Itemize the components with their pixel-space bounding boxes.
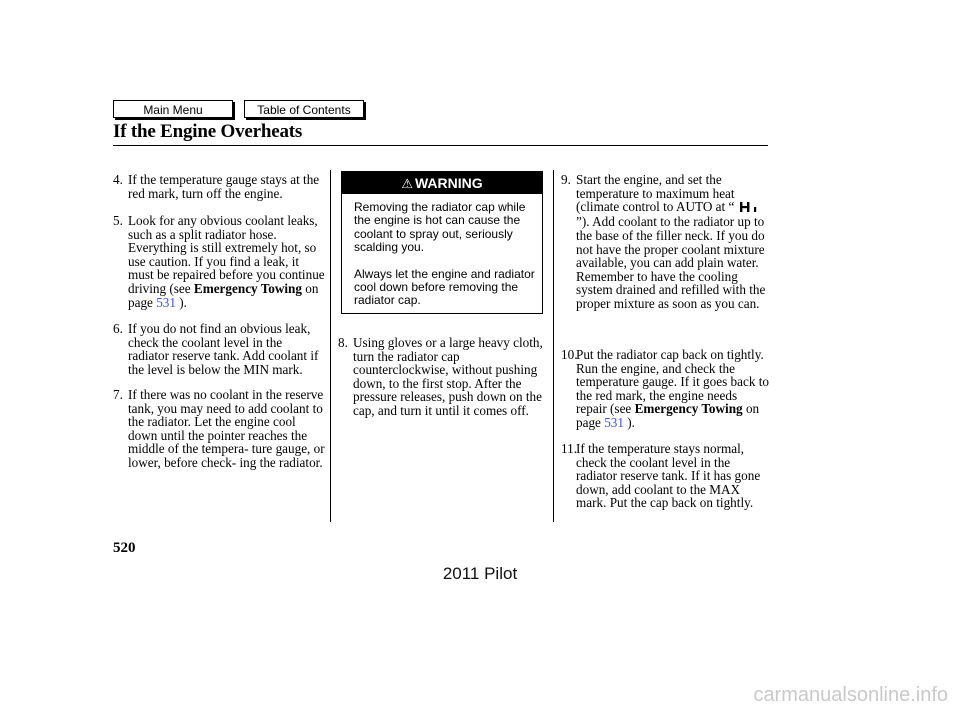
step-number: 5.	[113, 213, 123, 228]
step-text: If you do not find an obvious leak, check the coolant level in the radiator reserve tank. Add coolant if the level is below the MIN mark.	[128, 321, 319, 377]
warning-box	[341, 171, 543, 314]
footer-model: 2011 Pilot	[442, 564, 518, 583]
step-text: If there was no coolant in the reserve tank, you may need to add coolant to the radiator. Let the engine cool down until the pointer reaches the middle of the tempera- ture gauge, or lower, before check- ing the radiator.	[128, 387, 325, 470]
step-number: 6.	[113, 321, 123, 336]
column-divider	[553, 170, 554, 522]
warning-label: WARNING	[414, 175, 483, 191]
step-text: on page	[128, 280, 319, 310]
column-divider	[330, 170, 331, 522]
step-text: Using gloves or a large heavy cloth, turn the radiator cap counterclockwise, without pushing down, to the first stop. After the pressure releases, push down on the cap, and turn it until it comes off.	[353, 335, 543, 418]
step-text: Put the radiator cap back on tightly. Run the engine, and check the temperature gauge. If it goes back to the red mark, the engine needs repair (see	[576, 347, 769, 417]
main-menu-button[interactable]: Main Menu	[113, 100, 233, 118]
step-number: 8.	[338, 335, 348, 350]
step-text: Start the engine, and set the temperature to maximum heat (climate control to AUTO at “	[576, 172, 735, 215]
step-number: 11.	[561, 441, 577, 456]
title-divider	[113, 145, 768, 146]
step-item	[113, 388, 325, 470]
page-link[interactable]: 531	[156, 294, 176, 310]
step-item	[561, 348, 771, 430]
table-of-contents-button[interactable]: Table of Contents	[244, 100, 364, 118]
warning-triangle-icon: ⚠	[401, 176, 413, 191]
page-number: 520	[113, 540, 136, 556]
step-number: 9.	[561, 172, 571, 187]
warning-text: Always let the engine and radiator cool down before removing the radiator cap.	[354, 266, 535, 308]
step-item	[338, 336, 548, 418]
emergency-towing-ref: Emergency Towing	[193, 280, 302, 296]
step-item	[113, 214, 325, 309]
step-item	[561, 173, 771, 311]
step-number: 4.	[113, 172, 123, 187]
step-text: If the temperature gauge stays at the red mark, turn off the engine.	[128, 172, 320, 201]
watermark: carmanualsonline.info	[753, 684, 948, 706]
step-text: ).	[623, 414, 635, 430]
step-text: ).	[175, 294, 187, 310]
step-text: Look for any obvious coolant leaks, such as a split radiator hose. Everything is still extremely hot, so use caution. If you find a leak, it must be repaired before you continue driving (see	[128, 213, 325, 296]
step-item	[113, 322, 325, 376]
page-title: If the Engine Overheats	[113, 121, 303, 142]
max-heat-icon	[734, 201, 764, 216]
step-number: 10.	[561, 347, 578, 362]
warning-header	[342, 172, 542, 194]
step-number: 7.	[113, 387, 123, 402]
step-text: If the temperature stays normal, check the coolant level in the radiator reserve tank. If it has gone down, add coolant to the MAX mark. Put the cap back on tightly.	[576, 441, 761, 511]
step-item	[561, 442, 771, 510]
emergency-towing-ref: Emergency Towing	[634, 401, 743, 417]
warning-text: Removing the radiator cap while the engine is hot can cause the coolant to spray out, seriously scalding you.	[354, 200, 526, 255]
step-text: on page	[576, 401, 760, 430]
page-link[interactable]: 531	[604, 414, 624, 430]
step-text: ”). Add coolant to the radiator up to the base of the filler neck. If you do not have the proper coolant mixture available, you can add plain water. Remember to have the cooling system drained and refilled with the proper mixture as soon as you can.	[576, 214, 766, 312]
step-item	[113, 173, 325, 200]
